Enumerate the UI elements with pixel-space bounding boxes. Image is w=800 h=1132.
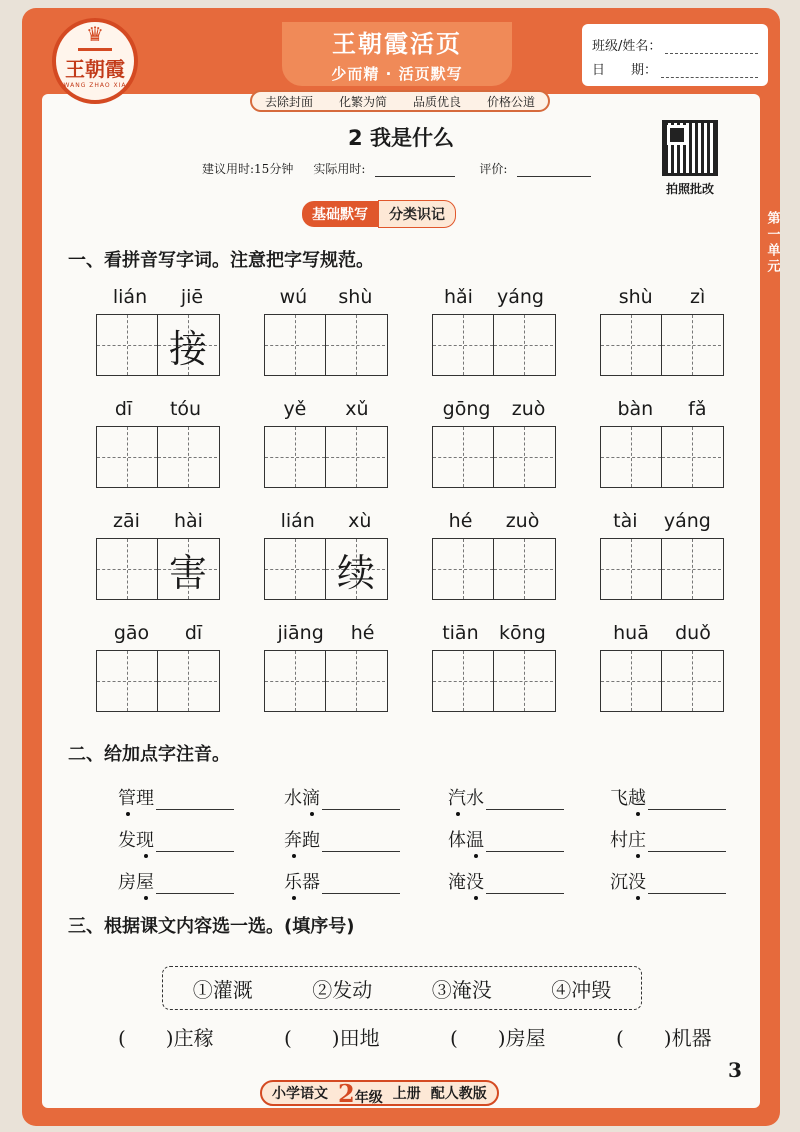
pinyin-row <box>96 510 220 538</box>
qr-label: 拍照批改 <box>665 182 714 196</box>
pinyin-syllable: lián <box>112 286 148 308</box>
logo-text: 王朝霞 <box>65 56 125 81</box>
written-char <box>97 651 157 711</box>
annotate-word <box>284 868 400 894</box>
tianzige-box <box>432 538 556 600</box>
pinyin-syllable: tài <box>613 510 638 532</box>
word-group <box>264 398 388 488</box>
word-char: 村 <box>610 830 628 851</box>
word-group <box>264 286 388 376</box>
slogan-bar <box>250 90 550 112</box>
writing-cell[interactable] <box>97 651 157 711</box>
writing-cell[interactable] <box>157 539 217 599</box>
answer-line[interactable] <box>648 833 726 852</box>
option-box <box>162 966 642 1010</box>
tianzige-box <box>264 314 388 376</box>
pinyin-row <box>264 510 388 538</box>
written-char <box>326 427 386 487</box>
fill-blank[interactable]: ( )房屋 <box>450 1026 546 1050</box>
fill-blank[interactable]: ( )田地 <box>284 1026 380 1050</box>
tianzige-box <box>600 538 724 600</box>
pinyin-row <box>432 286 556 314</box>
word-group <box>600 398 724 488</box>
date-label: 日 期： <box>592 63 658 78</box>
written-char <box>265 427 325 487</box>
logo-subtext: WANG ZHAO XIA <box>63 81 127 89</box>
footer-subject: 小学语文 <box>272 1086 328 1102</box>
written-char <box>97 539 157 599</box>
question-1-title: 一、看拼音写字词。注意把字写规范。 <box>68 250 374 271</box>
word-group <box>264 622 388 712</box>
actual-time-label: 实际用时: <box>313 162 366 176</box>
word-char: 沉 <box>610 872 628 893</box>
option-item: ④冲毁 <box>551 977 612 1002</box>
writing-cell[interactable] <box>157 315 217 375</box>
word-char: 滴 <box>302 784 320 810</box>
pinyin-syllable: bàn <box>617 398 654 420</box>
written-char <box>433 315 493 375</box>
word-char: 越 <box>628 784 646 810</box>
answer-line[interactable] <box>486 833 564 852</box>
writing-cell[interactable] <box>601 651 661 711</box>
writing-cell[interactable] <box>493 651 553 711</box>
writing-cell[interactable] <box>433 539 493 599</box>
name-field[interactable] <box>665 39 758 54</box>
pinyin-syllable: hé <box>350 622 375 644</box>
word-char: 现 <box>136 826 154 852</box>
pinyin-syllable: hài <box>174 510 203 532</box>
writing-cell[interactable] <box>265 315 325 375</box>
writing-cell[interactable] <box>325 539 385 599</box>
tianzige-box <box>96 538 220 600</box>
pinyin-syllable: shù <box>618 286 653 308</box>
written-char <box>662 427 722 487</box>
word-group <box>432 398 556 488</box>
tianzige-box <box>432 426 556 488</box>
written-char <box>97 427 157 487</box>
written-char: 接 <box>168 326 207 371</box>
pinyin-syllable: gāo <box>113 622 150 644</box>
answer-line[interactable] <box>648 791 726 810</box>
pinyin-row <box>432 510 556 538</box>
answer-line[interactable] <box>486 875 564 894</box>
pinyin-syllable: jiē <box>180 286 204 308</box>
pinyin-syllable: fǎ <box>688 398 707 420</box>
word-char: 庄 <box>628 826 646 852</box>
banner-title: 王朝霞活页 <box>332 29 462 58</box>
answer-line[interactable] <box>322 833 400 852</box>
annotate-word <box>448 826 564 852</box>
unit-side-tab: 第一单元 <box>760 188 780 298</box>
footer-term: 上册 <box>392 1086 421 1102</box>
answer-line[interactable] <box>322 875 400 894</box>
pinyin-syllable: dī <box>184 622 203 644</box>
word-char: 水 <box>284 788 302 809</box>
writing-cell[interactable] <box>661 539 721 599</box>
word-group <box>600 510 724 600</box>
word-char: 器 <box>302 872 320 893</box>
written-char <box>265 315 325 375</box>
writing-cell[interactable] <box>157 651 217 711</box>
section-tag-main: 基础默写 <box>302 201 378 227</box>
writing-cell[interactable] <box>493 539 553 599</box>
pinyin-syllable: lián <box>280 510 315 532</box>
pinyin-syllable: xǔ <box>345 398 369 420</box>
pinyin-row <box>96 398 220 426</box>
word-char: 管 <box>118 784 136 810</box>
written-char <box>601 651 661 711</box>
word-group <box>600 622 724 712</box>
fill-blank[interactable]: ( )庄稼 <box>118 1026 214 1050</box>
tianzige-box <box>600 426 724 488</box>
written-char: 续 <box>336 550 375 595</box>
answer-line[interactable] <box>648 875 726 894</box>
annotate-word <box>448 784 564 810</box>
pinyin-syllable: tiān <box>442 622 479 644</box>
annotate-word <box>610 868 726 894</box>
actual-time-field[interactable] <box>375 162 455 177</box>
tianzige-box <box>96 314 220 376</box>
answer-line[interactable] <box>322 791 400 810</box>
footer-grade-number: 2 <box>338 1078 355 1108</box>
writing-cell[interactable] <box>157 427 217 487</box>
word-char: 水 <box>466 788 484 809</box>
tianzige-box <box>96 650 220 712</box>
written-char <box>433 539 493 599</box>
question-3-title: 三、根据课文内容选一选。(填序号) <box>68 916 355 937</box>
pinyin-row <box>264 622 388 650</box>
tianzige-box <box>264 538 388 600</box>
writing-cell[interactable] <box>265 539 325 599</box>
pinyin-syllable: yě <box>283 398 307 420</box>
word-group <box>96 398 220 488</box>
pinyin-row <box>600 510 724 538</box>
written-char <box>97 315 157 375</box>
writing-cell[interactable] <box>661 427 721 487</box>
pinyin-syllable: duǒ <box>675 622 711 644</box>
word-group <box>432 510 556 600</box>
word-char: 没 <box>628 868 646 894</box>
word-group <box>96 286 220 376</box>
writing-cell[interactable] <box>661 315 721 375</box>
word-group <box>432 286 556 376</box>
pinyin-syllable: zì <box>690 286 706 308</box>
pinyin-syllable: gōng <box>442 398 491 420</box>
written-char <box>433 427 493 487</box>
word-group <box>264 510 388 600</box>
pinyin-row <box>96 286 220 314</box>
written-char <box>433 651 493 711</box>
word-group <box>96 622 220 712</box>
annotate-word <box>610 826 726 852</box>
answer-line[interactable] <box>156 833 234 852</box>
slogan-item: 化繁为简 <box>338 94 387 109</box>
writing-cell[interactable] <box>97 539 157 599</box>
writing-cell[interactable] <box>325 427 385 487</box>
footer-edition: 配人教版 <box>430 1086 487 1102</box>
written-char <box>326 315 386 375</box>
section-tag-sub: 分类识记 <box>378 200 456 228</box>
date-field[interactable] <box>661 63 758 78</box>
option-item: ②发动 <box>312 977 373 1002</box>
question-2-title: 二、给加点字注音。 <box>68 744 230 765</box>
pinyin-syllable: yáng <box>663 510 711 532</box>
annotate-word <box>118 784 234 810</box>
writing-cell[interactable] <box>265 427 325 487</box>
written-char <box>494 539 554 599</box>
word-char: 淹 <box>448 872 466 893</box>
pinyin-row <box>600 398 724 426</box>
pinyin-syllable: jiāng <box>277 622 324 644</box>
writing-cell[interactable] <box>265 651 325 711</box>
pinyin-syllable: yáng <box>496 286 544 308</box>
option-item: ①灌溉 <box>192 977 253 1002</box>
written-char <box>494 315 554 375</box>
answer-line[interactable] <box>156 875 234 894</box>
annotate-word <box>118 826 234 852</box>
pinyin-row <box>432 622 556 650</box>
slogan-item: 价格公道 <box>486 94 535 109</box>
written-char <box>326 651 386 711</box>
tianzige-box <box>432 314 556 376</box>
annotate-word <box>284 784 400 810</box>
writing-cell[interactable] <box>601 427 661 487</box>
writing-cell[interactable] <box>325 315 385 375</box>
suggested-time: 建议用时:15分钟 <box>202 162 294 176</box>
tianzige-box <box>600 314 724 376</box>
written-char <box>494 651 554 711</box>
pinyin-row <box>96 622 220 650</box>
annotate-word <box>118 868 234 894</box>
name-label: 班级/姓名： <box>592 39 662 54</box>
answer-line[interactable] <box>156 791 234 810</box>
annotate-word <box>610 784 726 810</box>
written-char <box>601 427 661 487</box>
brand-logo <box>52 18 138 104</box>
crown-icon <box>78 34 112 51</box>
tianzige-box <box>264 426 388 488</box>
word-group <box>432 622 556 712</box>
written-char: 害 <box>168 550 207 595</box>
fill-blank[interactable]: ( )机器 <box>616 1026 712 1050</box>
name-date-box <box>582 24 768 86</box>
answer-line[interactable] <box>486 791 564 810</box>
writing-cell[interactable] <box>493 427 553 487</box>
word-char: 屋 <box>136 868 154 894</box>
pinyin-syllable: wú <box>279 286 308 308</box>
time-meta <box>202 160 591 177</box>
section-tag <box>302 200 456 228</box>
pinyin-syllable: hǎi <box>444 286 473 308</box>
writing-cell[interactable] <box>433 315 493 375</box>
written-char <box>494 427 554 487</box>
word-char: 飞 <box>610 788 628 809</box>
word-group <box>96 510 220 600</box>
tianzige-box <box>600 650 724 712</box>
written-char <box>158 651 218 711</box>
written-char <box>662 315 722 375</box>
word-char: 没 <box>466 868 484 894</box>
written-char <box>662 539 722 599</box>
footer-grade: 年级 <box>354 1089 383 1106</box>
word-char: 乐 <box>284 868 302 894</box>
pinyin-row <box>264 286 388 314</box>
word-char: 跑 <box>302 830 320 851</box>
pinyin-syllable: zāi <box>113 510 140 532</box>
written-char <box>601 539 661 599</box>
word-char: 理 <box>136 788 154 809</box>
rating-field[interactable] <box>517 162 591 177</box>
pinyin-syllable: shù <box>338 286 373 308</box>
written-char <box>662 651 722 711</box>
writing-cell[interactable] <box>433 651 493 711</box>
pinyin-syllable: xù <box>348 510 372 532</box>
word-char: 奔 <box>284 826 302 852</box>
word-group <box>600 286 724 376</box>
written-char <box>265 651 325 711</box>
option-item: ③淹没 <box>431 977 492 1002</box>
writing-cell[interactable] <box>97 427 157 487</box>
slogan-item: 去除封面 <box>264 94 313 109</box>
written-char <box>265 539 325 599</box>
slogan-item: 品质优良 <box>412 94 461 109</box>
rating-label: 评价: <box>479 162 508 176</box>
tianzige-box <box>96 426 220 488</box>
pinyin-row <box>432 398 556 426</box>
footer-badge <box>260 1080 499 1106</box>
banner-subtitle: 少而精 · 活页默写 <box>331 65 463 83</box>
pinyin-syllable: zuò <box>511 398 546 420</box>
pinyin-syllable: kōng <box>499 622 546 644</box>
annotate-word <box>448 868 564 894</box>
pinyin-syllable: hé <box>448 510 473 532</box>
writing-cell[interactable] <box>433 427 493 487</box>
writing-cell[interactable] <box>601 315 661 375</box>
pinyin-syllable: dī <box>114 398 133 420</box>
word-char: 发 <box>118 830 136 851</box>
writing-cell[interactable] <box>661 651 721 711</box>
pinyin-syllable: tóu <box>169 398 202 420</box>
word-char: 温 <box>466 826 484 852</box>
brand-banner <box>282 22 512 86</box>
written-char <box>158 427 218 487</box>
written-char <box>601 315 661 375</box>
writing-cell[interactable] <box>325 651 385 711</box>
pinyin-syllable: zuò <box>505 510 540 532</box>
qr-code-icon[interactable] <box>662 120 718 176</box>
pinyin-row <box>600 286 724 314</box>
lesson-title: 2 我是什么 <box>348 126 454 150</box>
word-char: 汽 <box>448 784 466 810</box>
page-frame <box>22 8 780 1126</box>
pinyin-row <box>264 398 388 426</box>
tianzige-box <box>264 650 388 712</box>
writing-cell[interactable] <box>601 539 661 599</box>
tianzige-box <box>432 650 556 712</box>
pinyin-syllable: huā <box>613 622 649 644</box>
pinyin-row <box>600 622 724 650</box>
page-number: 3 <box>728 1058 742 1082</box>
annotate-word <box>284 826 400 852</box>
word-char: 体 <box>448 830 466 851</box>
writing-cell[interactable] <box>97 315 157 375</box>
word-char: 房 <box>118 872 136 893</box>
writing-cell[interactable] <box>493 315 553 375</box>
